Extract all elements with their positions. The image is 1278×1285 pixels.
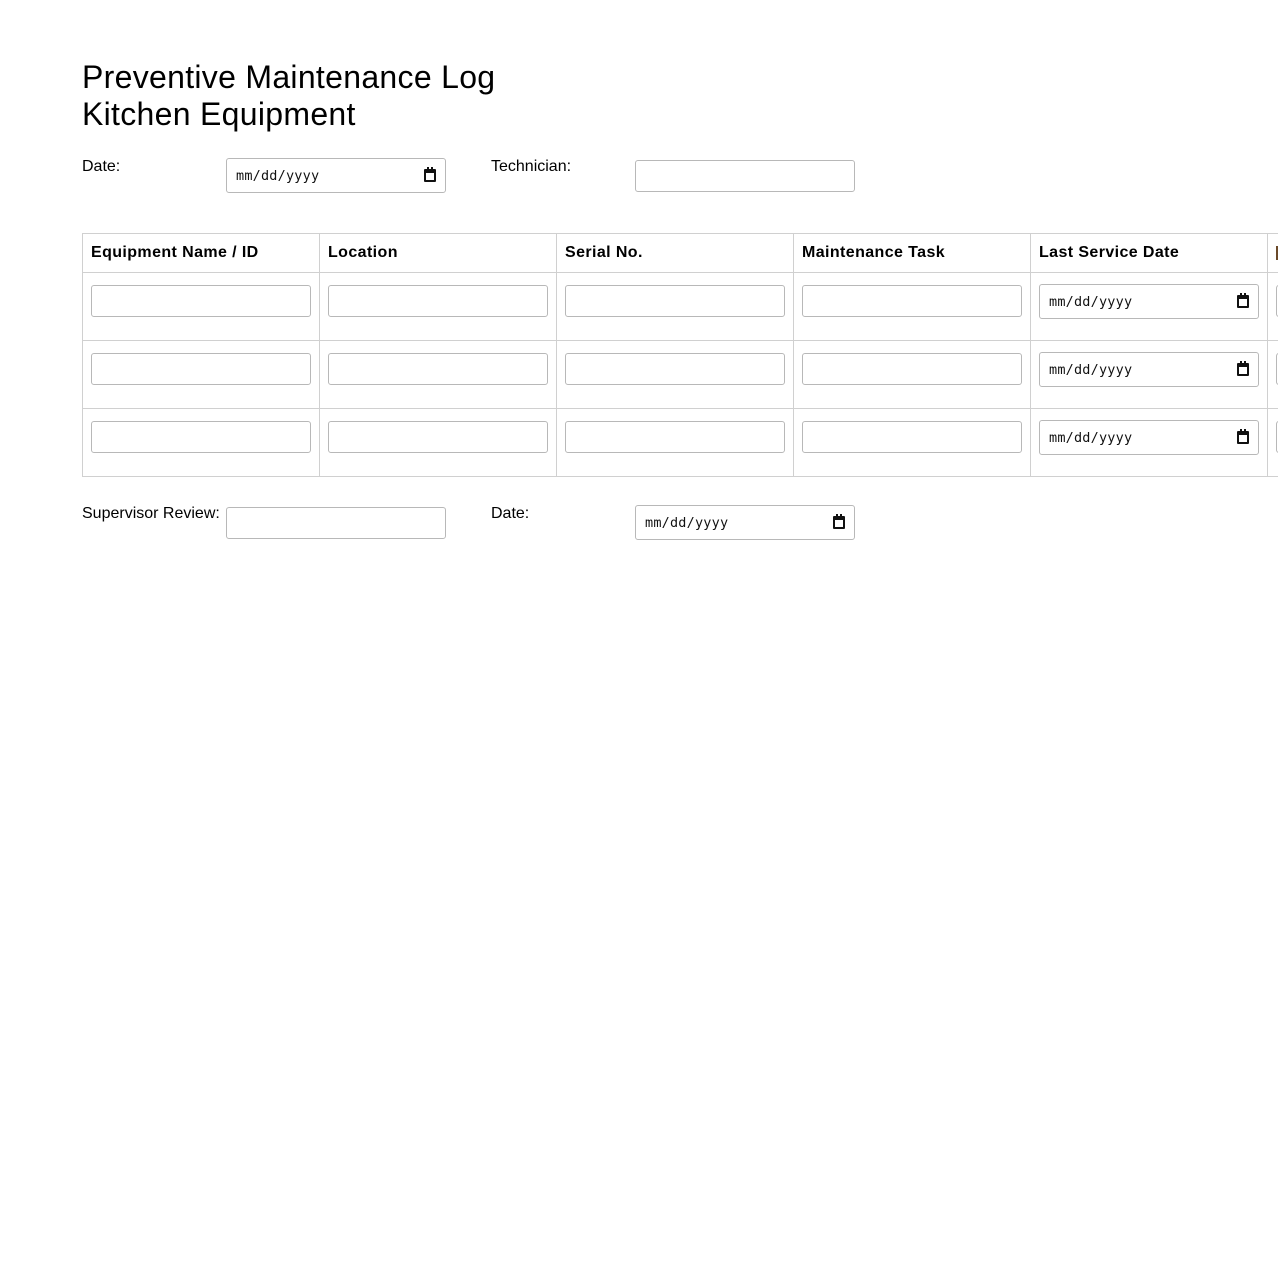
last-service-date-field[interactable] bbox=[1039, 284, 1259, 319]
equipment-input[interactable] bbox=[91, 353, 311, 385]
maintenance-table-container[interactable] bbox=[82, 233, 1278, 478]
review-date-label: Date: bbox=[491, 505, 530, 522]
calendar-icon[interactable] bbox=[833, 516, 845, 529]
column-header-equipment: Equipment Name / ID bbox=[83, 234, 320, 273]
supervisor-review-label: Supervisor Review: bbox=[82, 505, 220, 522]
table-row bbox=[83, 341, 1278, 409]
column-header-location: Location bbox=[320, 234, 557, 273]
calendar-icon[interactable] bbox=[1237, 431, 1249, 444]
calendar-icon[interactable] bbox=[1237, 363, 1249, 376]
location-input[interactable] bbox=[328, 421, 548, 453]
technician-input[interactable] bbox=[635, 160, 855, 192]
table-header-row bbox=[83, 234, 1278, 273]
supervisor-review-input[interactable] bbox=[226, 507, 446, 539]
date-label: Date: bbox=[82, 158, 121, 175]
page-title bbox=[82, 59, 495, 133]
column-header-last-service-date: Last Service Date bbox=[1031, 234, 1268, 273]
date-placeholder: mm/dd/yyyy bbox=[645, 514, 729, 531]
date-placeholder: mm/dd/yyyy bbox=[1049, 429, 1133, 446]
last-service-date-field[interactable] bbox=[1039, 352, 1259, 387]
task-input[interactable] bbox=[802, 353, 1022, 385]
review-date-field[interactable] bbox=[635, 505, 855, 540]
table-row bbox=[83, 273, 1278, 341]
serial-input[interactable] bbox=[565, 353, 785, 385]
page-title-line2: Kitchen Equipment bbox=[82, 96, 356, 132]
task-input[interactable] bbox=[802, 421, 1022, 453]
calendar-icon[interactable] bbox=[1237, 295, 1249, 308]
column-header-clipped bbox=[1268, 234, 1278, 273]
location-input[interactable] bbox=[328, 353, 548, 385]
date-field[interactable] bbox=[226, 158, 446, 193]
maintenance-table bbox=[82, 233, 1278, 477]
serial-input[interactable] bbox=[565, 285, 785, 317]
serial-input[interactable] bbox=[565, 421, 785, 453]
last-service-date-field[interactable] bbox=[1039, 420, 1259, 455]
task-input[interactable] bbox=[802, 285, 1022, 317]
calendar-icon[interactable] bbox=[424, 169, 436, 182]
equipment-input[interactable] bbox=[91, 285, 311, 317]
page-title-line1: Preventive Maintenance Log bbox=[82, 59, 496, 95]
date-placeholder: mm/dd/yyyy bbox=[236, 167, 320, 184]
column-header-serial: Serial No. bbox=[557, 234, 794, 273]
technician-label: Technician: bbox=[491, 158, 572, 175]
date-placeholder: mm/dd/yyyy bbox=[1049, 361, 1133, 378]
equipment-input[interactable] bbox=[91, 421, 311, 453]
table-row bbox=[83, 409, 1278, 477]
date-placeholder: mm/dd/yyyy bbox=[1049, 293, 1133, 310]
column-header-task: Maintenance Task bbox=[794, 234, 1031, 273]
location-input[interactable] bbox=[328, 285, 548, 317]
